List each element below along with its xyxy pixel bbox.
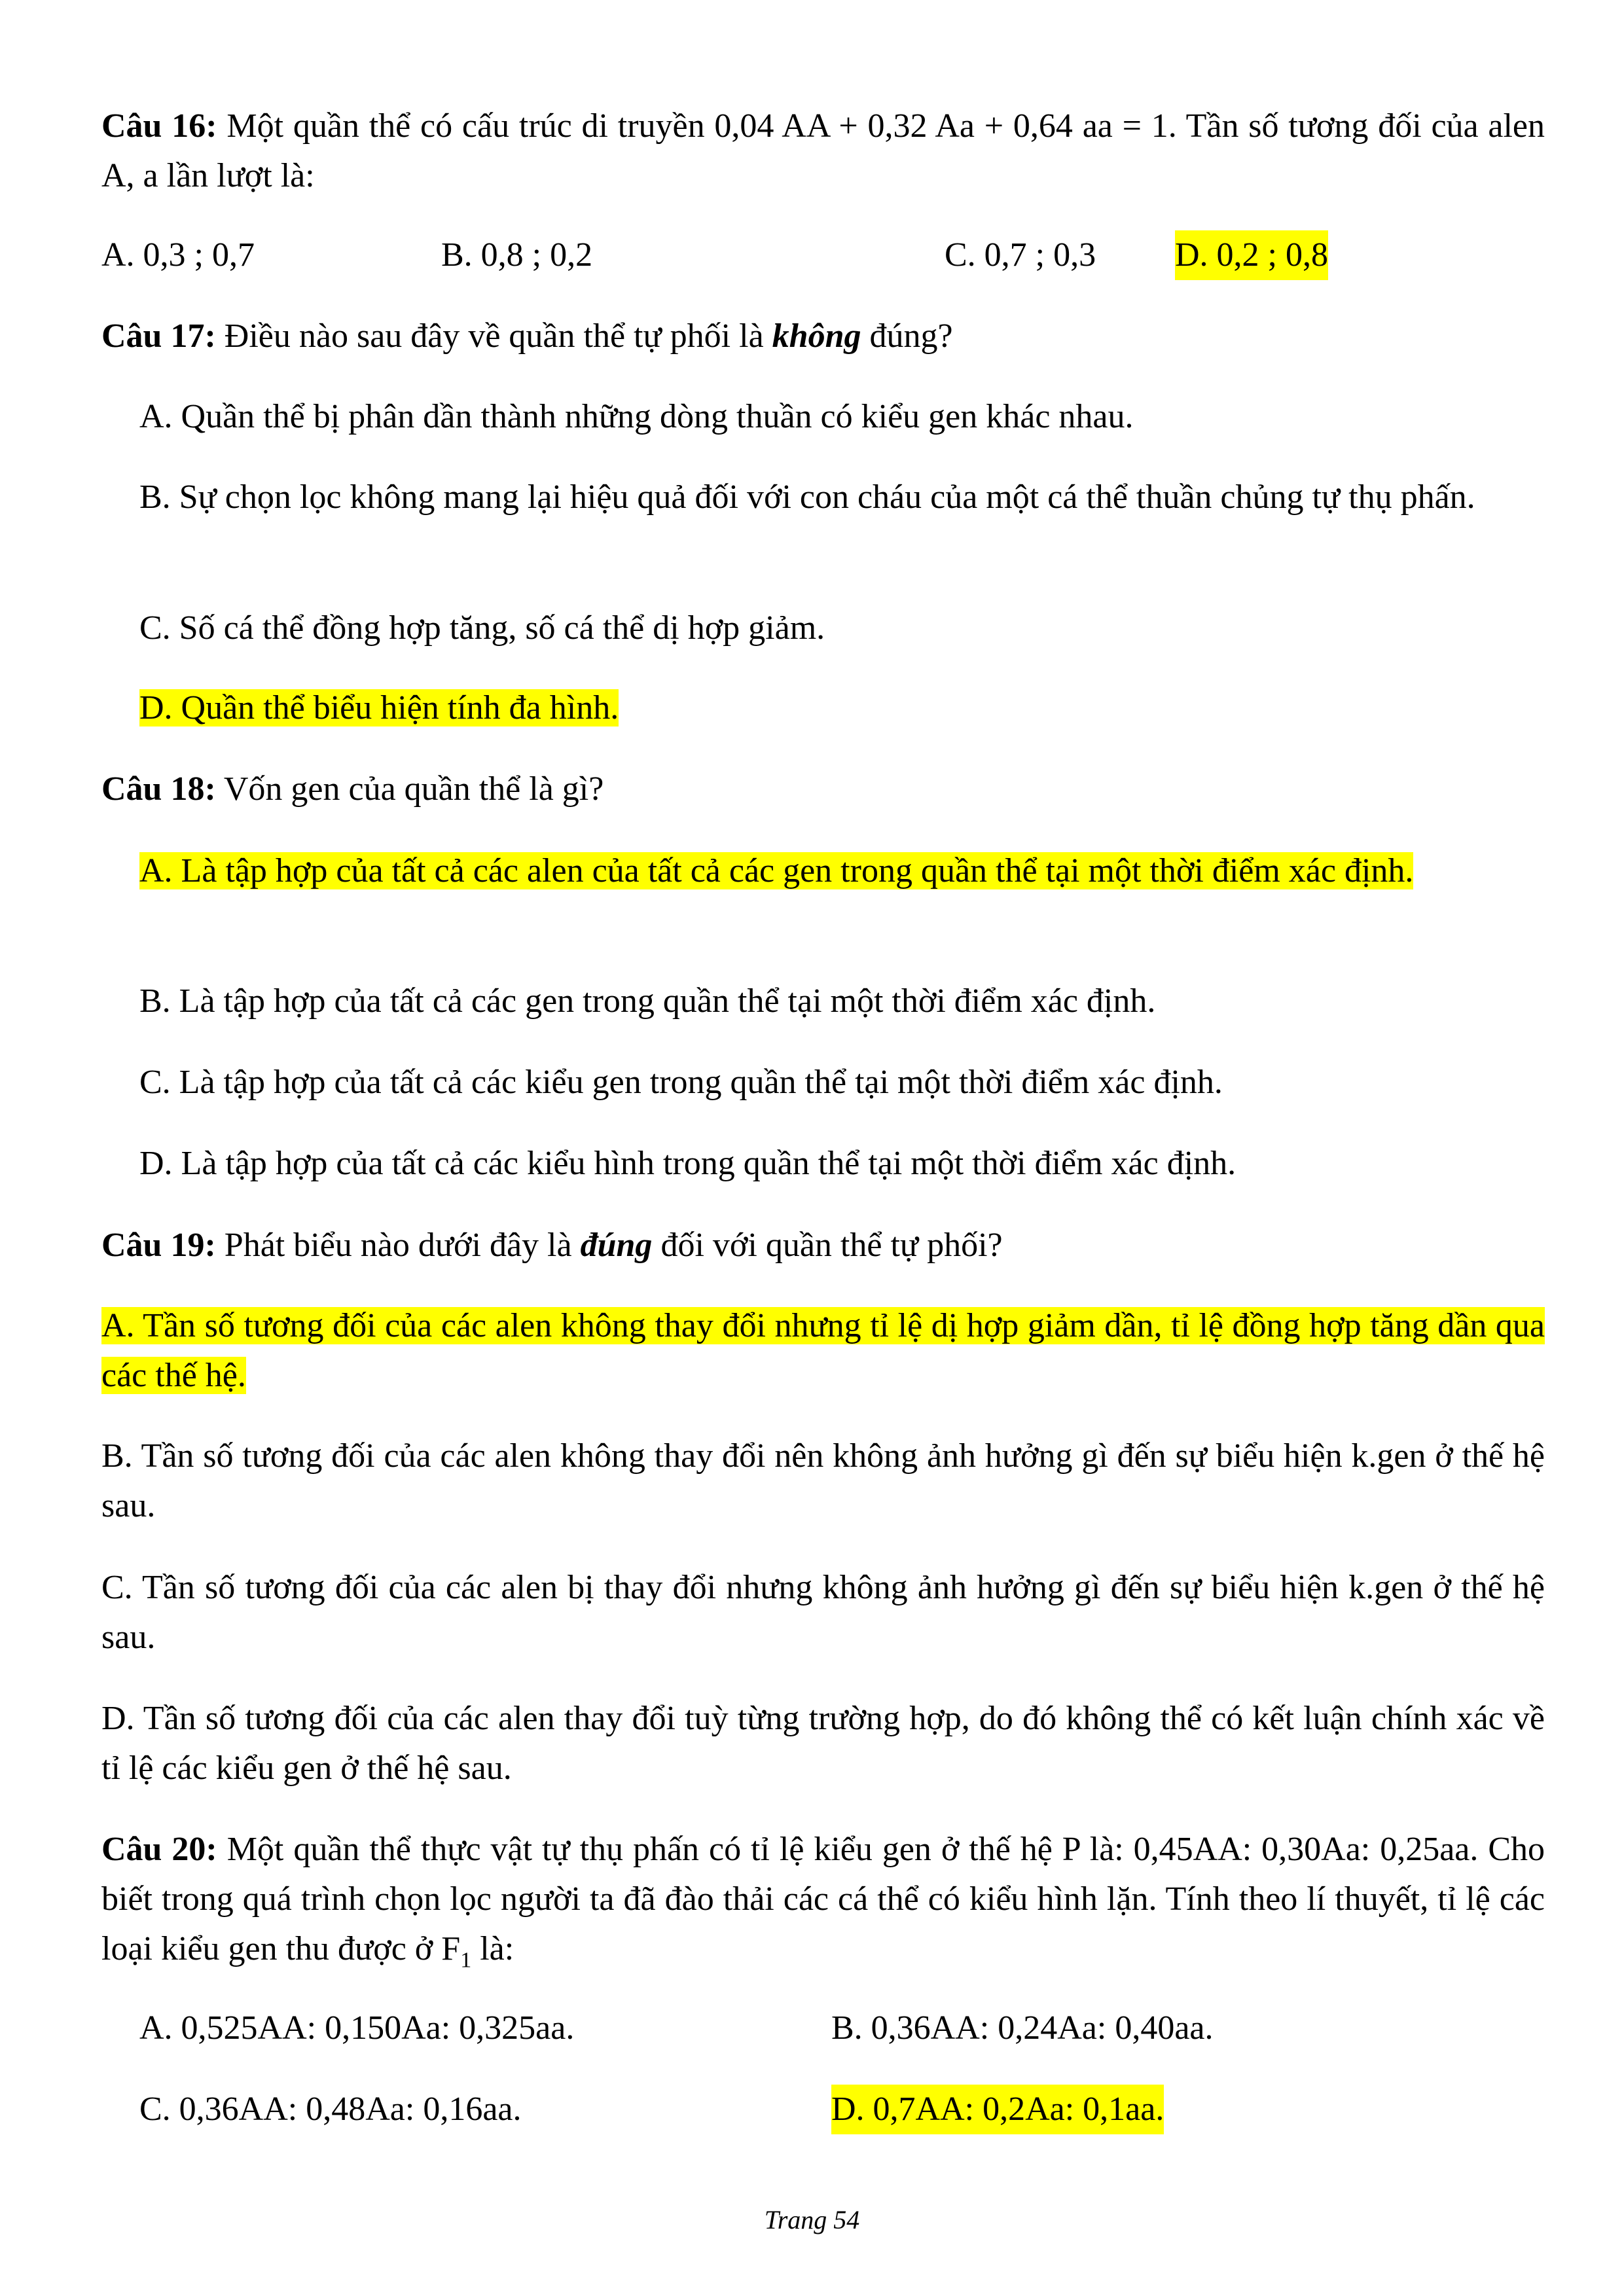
question-18-option-d: D. Là tập hợp của tất cả các kiểu hình trong quần thể tại một thời điểm xác định.: [139, 1145, 1236, 1182]
question-17-stem: [101, 312, 1545, 361]
question-20-text-end: là:: [471, 1930, 514, 1967]
question-20-label: Câu 20:: [101, 1831, 217, 1868]
question-20-option-d-answer: D. 0,7AA: 0,2Aa: 0,1aa.: [831, 2085, 1164, 2134]
question-18-option-c: C. Là tập hợp của tất cả các kiểu gen trong quần thể tại một thời điểm xác định.: [139, 1064, 1223, 1101]
question-20-text: Một quần thể thực vật tự thụ phấn có tỉ lệ kiểu gen ở thế hệ P là: 0,45AA: 0,30Aa: 0,25aa. Cho biết trong quá trình chọn lọc người ta đã đào thải các cá thể có kiểu hình lặn. Tính theo lí thuyết, tỉ lệ các loại kiểu gen thu được ở F: [101, 1831, 1545, 1967]
question-19-text-before: Phát biểu nào dưới đây là: [215, 1227, 581, 1264]
question-17-option-a: A. Quần thể bị phân dần thành những dòng thuần có kiểu gen khác nhau.: [139, 398, 1134, 435]
question-19-option-b: B. Tần số tương đối của các alen không thay đổi nên không ảnh hưởng gì đến sự biểu hiện k.gen ở thế hệ sau.: [101, 1437, 1545, 1524]
page-number: Trang 54: [764, 2205, 860, 2234]
question-17-option-d-row: [101, 683, 1545, 733]
question-19-stem: [101, 1221, 1545, 1270]
question-19-option-d: D. Tần số tương đối của các alen thay đổi tuỳ từng trường hợp, do đó không thể có kết luận chính xác về tỉ lệ các kiểu gen ở thế hệ sau.: [101, 1700, 1545, 1787]
question-16-label: Câu 16:: [101, 107, 217, 145]
question-18-option-b: B. Là tập hợp của tất cả các gen trong quần thể tại một thời điểm xác định.: [139, 982, 1156, 1020]
question-17-text-before: Điều nào sau đây về quần thể tự phối là: [215, 317, 772, 355]
question-18-stem: [101, 764, 1545, 814]
question-18-option-a-answer: A. Là tập hợp của tất cả các alen của tất cả các gen trong quần thể tại một thời điểm xác định.: [139, 852, 1414, 889]
question-18-option-a-row: [101, 846, 1545, 896]
question-20-subscript: 1: [460, 1948, 472, 1973]
question-16-stem: [101, 101, 1545, 201]
question-17-option-c: C. Số cá thể đồng hợp tăng, số cá thể dị hợp giảm.: [139, 609, 825, 647]
question-17-option-b: B. Sự chọn lọc không mang lại hiệu quả đối với con cháu của một cá thể thuần chủng tự thụ phấn.: [139, 478, 1475, 516]
question-16-text: Một quần thể có cấu trúc di truyền 0,04 AA + 0,32 Aa + 0,64 aa = 1. Tần số tương đối của alen A, a lần lượt là:: [101, 107, 1545, 194]
question-19-option-a-answer: A. Tần số tương đối của các alen không thay đổi nhưng tỉ lệ dị hợp giảm dần, tỉ lệ đồng hợp tăng dần qua các thế hệ.: [101, 1307, 1545, 1394]
question-20-stem: [101, 1825, 1545, 1974]
question-19-text-after: đối với quần thể tự phối?: [652, 1227, 1003, 1264]
question-19-option-c: C. Tần số tương đối của các alen bị thay đổi nhưng không ảnh hưởng gì đến sự biểu hiện k.gen ở thế hệ sau.: [101, 1569, 1545, 1656]
question-16-option-b: B. 0,8 ; 0,2: [441, 236, 593, 274]
question-19-emphasis: đúng: [580, 1227, 653, 1264]
question-16-option-d-answer: D. 0,2 ; 0,8: [1175, 230, 1328, 280]
question-19-label: Câu 19:: [101, 1227, 216, 1264]
question-16-option-c: C. 0,7 ; 0,3: [945, 236, 1096, 274]
question-17-option-d-answer: D. Quần thể biểu hiện tính đa hình.: [139, 689, 619, 726]
question-17-emphasis: không: [772, 317, 861, 355]
question-19-option-a-row: [101, 1301, 1545, 1401]
question-20-option-c: C. 0,36AA: 0,48Aa: 0,16aa.: [139, 2090, 522, 2128]
question-20-option-a: A. 0,525AA: 0,150Aa: 0,325aa.: [139, 2009, 575, 2047]
question-17-text-after: đúng?: [861, 317, 953, 355]
question-16-option-a: A. 0,3 ; 0,7: [101, 236, 255, 274]
question-20-option-b: B. 0,36AA: 0,24Aa: 0,40aa.: [831, 2009, 1214, 2047]
question-18-text: Vốn gen của quần thể là gì?: [215, 770, 604, 808]
question-18-label: Câu 18:: [101, 770, 216, 808]
question-17-label: Câu 17:: [101, 317, 216, 355]
